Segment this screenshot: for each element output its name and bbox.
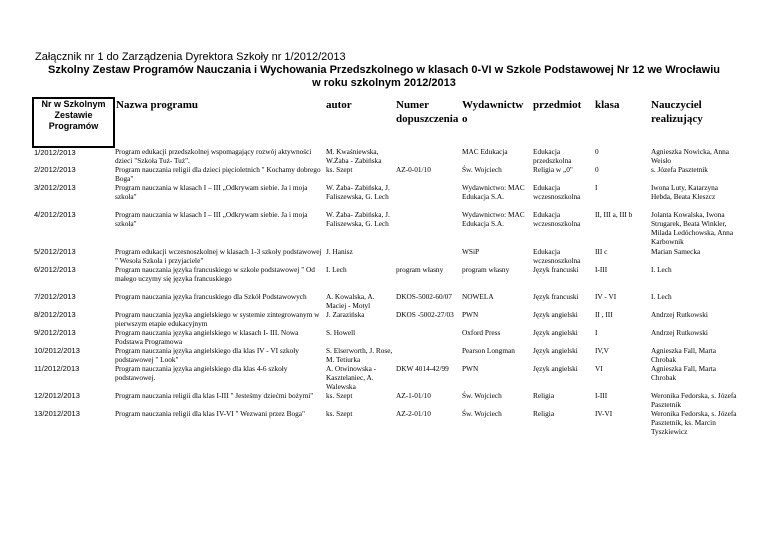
- document-subtitle: w roku szkolnym 2012/2013: [312, 77, 456, 89]
- cell-autor: M. Kwaśniewska, W.Żaba - Zabińska: [326, 147, 382, 165]
- cell-przedmiot: Edukacja wczesnoszkolna: [533, 210, 581, 228]
- table-row: [33, 292, 738, 310]
- cell-naucz: Iwona Luty, Katarzyna Hebda, Beata Kleszcz: [651, 183, 718, 201]
- cell-nazwa: Program nauczania języka francuskiego w szkole podstawowej " Od małego uczymy się języka francuskiego: [115, 265, 315, 283]
- cell-naucz: Weronika Fedorska, s. Józefa Pasztetnik, ks. Marcin Tyszkiewicz: [651, 409, 737, 436]
- cell-nazwa: Program nauczania języka francuskiego dla Szkół Podstawowych: [115, 292, 307, 301]
- cell-naucz: I. Lech: [651, 265, 672, 274]
- cell-klasa: I: [595, 328, 598, 337]
- document-title: Szkolny Zestaw Programów Nauczania i Wychowania Przedszkolnego w klasach 0-VI w Szkole Podstawowej Nr 12 we Wrocławiu: [47, 64, 720, 76]
- cell-numer: [395, 210, 461, 247]
- cell-nazwa: Program nauczania w klasach I – III „Odkrywam siebie. Ja i moja szkoła": [115, 210, 308, 228]
- cell-autor: J. Hanisz: [326, 247, 353, 256]
- cell-klasa: I-III: [595, 391, 608, 400]
- cell-autor: A. Otwinowska - Kasztelaniec, A. Walewska: [326, 364, 377, 391]
- cell-klasa: II , III: [595, 310, 613, 319]
- cell-nr: 12/2012/2013: [34, 391, 80, 400]
- col-klasa-header: klasa: [595, 99, 620, 111]
- cell-autor: ks. Szept: [326, 391, 353, 400]
- cell-nazwa: Program edukacji przedszkolnej wspomagający rozwój aktywności dzieci "Szkoła Tuż- Tuż".: [115, 147, 312, 165]
- cell-numer: DKOS -5002-27/03: [396, 310, 454, 319]
- cell-wyd: Św. Wojciech: [462, 165, 502, 174]
- cell-przedmiot: Edukacja wczesnoszkolna: [533, 183, 581, 201]
- cell-autor: W. Żaba- Zabińska, J. Faliszewska, G. Lech: [326, 210, 390, 228]
- cell-autor: ks. Szept: [326, 165, 353, 174]
- cell-klasa: III c: [595, 247, 608, 256]
- col-przedmiot-header: przedmiot: [533, 99, 582, 111]
- table-row: [33, 310, 738, 328]
- cell-przedmiot: Język angielski: [533, 364, 578, 373]
- table-row: [33, 328, 738, 346]
- cell-numer: [395, 346, 461, 364]
- cell-numer: DKOS-5002-60/07: [396, 292, 452, 301]
- table-row: [33, 265, 738, 292]
- cell-wyd: Wydawnictwo: MAC Edukacja S.A.: [462, 183, 525, 201]
- cell-autor: S. Elserworth, J. Rose, M. Tetiurka: [326, 346, 393, 364]
- table-header-row: [33, 98, 738, 147]
- cell-wyd: Oxford Press: [462, 328, 501, 337]
- cell-wyd: Św. Wojciech: [462, 409, 502, 418]
- cell-klasa: VI: [595, 364, 603, 373]
- cell-przedmiot: Edukacja przedszkolna: [533, 147, 572, 165]
- table-row: [33, 409, 738, 446]
- cell-naucz: Agnieszka Fall, Marta Chrobak: [651, 346, 717, 364]
- col-autor-header: autor: [326, 99, 352, 111]
- cell-nr: 4/2012/2013: [34, 210, 76, 219]
- cell-nr: 9/2012/2013: [34, 328, 76, 337]
- cell-naucz: Marian Samecka: [651, 247, 701, 256]
- cell-nazwa: Program nauczania religii dla dzieci pięcioletnich " Kochamy dobrego Boga": [115, 165, 321, 183]
- cell-naucz: Jolanta Kowalska, Iwona Strugarek, Beata Winkler, Milada Ledóchowska, Anna Karbownik: [651, 210, 734, 246]
- cell-przedmiot: Język francuski: [533, 265, 579, 274]
- col-nauczyciel-header: Nauczyciel realizujący: [651, 99, 703, 125]
- cell-wyd: NOWELA: [462, 292, 494, 301]
- table-row: [33, 210, 738, 247]
- cell-nr: 3/2012/2013: [34, 183, 76, 192]
- cell-nazwa: Program nauczania języka angielskiego dla klas 4-6 szkoły podstawowej.: [115, 364, 288, 382]
- cell-nr: 5/2012/2013: [34, 247, 76, 256]
- cell-nazwa: Program nauczania religii dla klas IV-VI " Wezwani przez Boga": [115, 409, 305, 418]
- cell-nr: 1/2012/2013: [34, 148, 76, 157]
- table-row: [33, 165, 738, 183]
- cell-klasa: I-III: [595, 265, 608, 274]
- cell-nr: 11/2012/2013: [34, 364, 80, 373]
- cell-nazwa: Program nauczania języka angielskiego dla klas IV - VI szkoły podstawowej " Look": [115, 346, 299, 364]
- cell-autor: ks. Szept: [326, 409, 353, 418]
- cell-numer: [395, 183, 461, 210]
- cell-wyd: Pearson Longman: [462, 346, 515, 355]
- cell-przedmiot: Edukacja wczesnoszkolna: [533, 247, 581, 265]
- cell-nr: 2/2012/2013: [34, 165, 76, 174]
- cell-klasa: II, III a, III b: [595, 210, 633, 219]
- cell-nazwa: Program edukacji wczesnoszkolnej w klasach 1-3 szkoły podstawowej " Wesoła Szkoła i przyjaciele": [115, 247, 322, 265]
- cell-wyd: Wydawnictwo: MAC Edukacja S.A.: [462, 210, 525, 228]
- table-row: [33, 364, 738, 391]
- cell-naucz: Agnieszka Nowicka, Anna Weisło: [651, 147, 730, 165]
- cell-nazwa: Program nauczania w klasach I – III „Odkrywam siebie. Ja i moja szkoła": [115, 183, 308, 201]
- cell-naucz: s. Józefa Pasztetnik: [651, 165, 708, 174]
- cell-numer: AZ-2-01/10: [396, 409, 431, 418]
- cell-klasa: IV,V: [595, 346, 609, 355]
- cell-klasa: 0: [595, 165, 599, 174]
- cell-autor: I. Lech: [326, 265, 347, 274]
- cell-nr: 7/2012/2013: [34, 292, 76, 301]
- cell-nr: 6/2012/2013: [34, 265, 76, 274]
- col-nr-header: Nr w Szkolnym Zestawie Programów: [33, 98, 114, 147]
- cell-klasa: IV - VI: [595, 292, 617, 301]
- programs-table: [32, 97, 738, 446]
- cell-przedmiot: Religia w „0": [533, 165, 573, 174]
- table-row: [33, 391, 738, 409]
- attachment-line: Załącznik nr 1 do Zarządzenia Dyrektora Szkoły nr 1/2012/2013: [35, 51, 346, 63]
- cell-przedmiot: Religia: [533, 409, 555, 418]
- cell-naucz: I. Lech: [651, 292, 672, 301]
- cell-wyd: MAC Edukacja: [462, 147, 508, 156]
- cell-klasa: I: [595, 183, 598, 192]
- cell-numer: [395, 147, 461, 165]
- cell-naucz: Andrzej Rutkowski: [651, 310, 708, 319]
- cell-autor: W. Żaba- Zabińska, J. Faliszewska, G. Lech: [326, 183, 390, 201]
- table-row: [33, 247, 738, 265]
- col-nazwa-header: Nazwa programu: [116, 99, 198, 111]
- cell-naucz: Weronika Fedorska, s. Józefa Pasztetnik: [651, 391, 737, 409]
- cell-numer: AZ-1-01/10: [396, 391, 431, 400]
- cell-klasa: IV-VI: [595, 409, 613, 418]
- table-row: [33, 147, 738, 165]
- cell-nr: 10/2012/2013: [34, 346, 80, 355]
- cell-autor: J. Zarazińska: [326, 310, 365, 319]
- cell-nazwa: Program nauczania religii dla klas I-III " Jesteśmy dziećmi bożymi": [115, 391, 314, 400]
- cell-przedmiot: Język angielski: [533, 346, 578, 355]
- cell-wyd: PWN: [462, 310, 479, 319]
- cell-wyd: Św. Wojciech: [462, 391, 502, 400]
- col-numer-header: Numer dopuszczenia: [396, 99, 459, 125]
- cell-numer: DKW 4014-42/99: [396, 364, 449, 373]
- cell-wyd: program własny: [462, 265, 510, 274]
- table-row: [33, 346, 738, 364]
- cell-autor: S. Howell: [326, 328, 356, 337]
- cell-klasa: 0: [595, 147, 599, 156]
- cell-przedmiot: Język francuski: [533, 292, 579, 301]
- cell-autor: A. Kowalska, A. Maciej - Motyl: [326, 292, 375, 310]
- cell-wyd: WSiP: [462, 247, 480, 256]
- cell-przedmiot: Język angielski: [533, 328, 578, 337]
- cell-nr: 13/2012/2013: [34, 409, 80, 418]
- cell-przedmiot: Język angielski: [533, 310, 578, 319]
- cell-wyd: PWN: [462, 364, 479, 373]
- col-wydawnictwo-header: Wydawnictw o: [462, 99, 524, 125]
- cell-nazwa: Program nauczania języka angielskiego w systemie zintegrowanym w pierwszym etapie edukacyjnym: [115, 310, 320, 328]
- cell-nr: 8/2012/2013: [34, 310, 76, 319]
- cell-numer: program własny: [396, 265, 444, 274]
- cell-nazwa: Program nauczania języka angielskiego w klasach I- III. Nowa Podstawa Programowa: [115, 328, 299, 346]
- cell-naucz: Agnieszka Fall, Marta Chrobak: [651, 364, 717, 382]
- cell-naucz: Andrzej Rutkowski: [651, 328, 708, 337]
- cell-numer: AZ-0-01/10: [396, 165, 431, 174]
- table-row: [33, 183, 738, 210]
- cell-numer: [395, 328, 461, 346]
- cell-numer: [395, 247, 461, 265]
- cell-przedmiot: Religia: [533, 391, 555, 400]
